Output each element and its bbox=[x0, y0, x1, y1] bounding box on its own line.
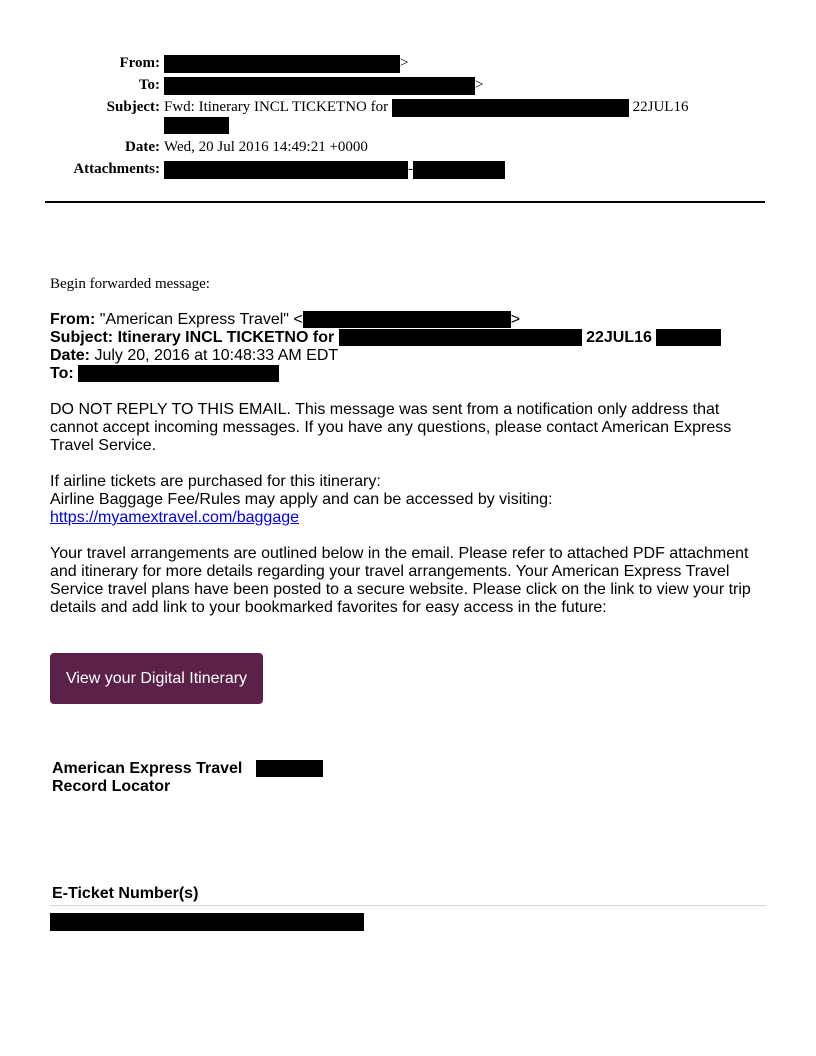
fwd-from-row bbox=[50, 311, 520, 329]
view-digital-itinerary-button[interactable]: View your Digital Itinerary bbox=[50, 653, 263, 704]
redacted-block bbox=[164, 77, 475, 95]
forward-intro: Begin forwarded message: bbox=[50, 276, 210, 292]
subject-label: Subject: bbox=[106, 99, 160, 115]
redacted-block bbox=[164, 161, 408, 179]
redacted-block bbox=[78, 365, 279, 382]
header-divider bbox=[45, 201, 765, 203]
fwd-to-row bbox=[50, 365, 279, 383]
para2-line1: If airline tickets are purchased for this itinerary: bbox=[50, 473, 381, 490]
locator-title: American Express Travel bbox=[52, 760, 243, 777]
from-suffix: > bbox=[400, 55, 409, 71]
para3-line1: Your travel arrangements are outlined below in the email. Please refer to attached PDF attachment bbox=[50, 545, 749, 562]
date-label: Date: bbox=[125, 139, 160, 155]
fwd-subject-row bbox=[50, 329, 721, 347]
fwd-subject-label: Subject: bbox=[50, 329, 114, 346]
redacted-block bbox=[392, 99, 629, 117]
locator-line1 bbox=[52, 760, 242, 778]
redacted-block bbox=[413, 161, 505, 179]
from-value bbox=[164, 54, 408, 73]
fwd-date-value: July 20, 2016 at 10:48:33 AM EDT bbox=[94, 347, 339, 364]
eticket-divider bbox=[50, 905, 766, 906]
para2-line2: Airline Baggage Fee/Rules may apply and can be accessed by visiting: bbox=[50, 491, 553, 508]
fwd-from-value: "American Express Travel" < bbox=[99, 311, 303, 328]
fwd-to-label: To: bbox=[50, 365, 74, 382]
redacted-block bbox=[256, 760, 323, 777]
eticket-heading: E-Ticket Number(s) bbox=[52, 885, 199, 902]
fwd-subject-suffix: 22JUL16 bbox=[586, 329, 652, 346]
para1-line1: DO NOT REPLY TO THIS EMAIL. This message was sent from a notification only address that bbox=[50, 401, 720, 418]
redacted-block bbox=[164, 117, 229, 134]
para1-line2: cannot accept incoming messages. If you have any questions, please contact American Express bbox=[50, 419, 732, 436]
to-label: To: bbox=[138, 77, 160, 93]
subject-suffix: 22JUL16 bbox=[632, 99, 689, 115]
subject-prefix: Fwd: Itinerary INCL TICKETNO for bbox=[164, 99, 389, 115]
locator-line2: Record Locator bbox=[52, 778, 171, 795]
para3-line2: and itinerary for more details regarding your travel arrangements. Your American Express Travel bbox=[50, 563, 730, 580]
redacted-block bbox=[656, 329, 721, 346]
attachments-label: Attachments: bbox=[73, 161, 160, 177]
fwd-from-suffix: > bbox=[510, 311, 521, 328]
fwd-date-label: Date: bbox=[50, 347, 91, 364]
para3-line4: details and add link to your bookmarked favorites for easy access in the future: bbox=[50, 599, 607, 616]
subject-value bbox=[164, 98, 688, 117]
fwd-date-row bbox=[50, 347, 338, 365]
to-suffix: > bbox=[475, 77, 484, 93]
fwd-subject-prefix: Itinerary INCL TICKETNO for bbox=[117, 329, 335, 346]
para1-line3: Travel Service. bbox=[50, 437, 157, 454]
from-label: From: bbox=[119, 55, 160, 71]
para3-line3: Service travel plans have been posted to a secure website. Please click on the link to view your trip bbox=[50, 581, 751, 598]
redacted-block bbox=[339, 329, 582, 346]
redacted-block bbox=[303, 311, 511, 328]
attachments-value[interactable] bbox=[164, 160, 505, 179]
fwd-from-label: From: bbox=[50, 311, 96, 328]
to-value bbox=[164, 76, 483, 95]
attachments-sep: - bbox=[408, 161, 413, 177]
redacted-block bbox=[164, 55, 400, 73]
redacted-block bbox=[50, 913, 364, 931]
date-value: Wed, 20 Jul 2016 14:49:21 +0000 bbox=[164, 139, 368, 155]
baggage-link[interactable]: https://myamextravel.com/baggage bbox=[50, 509, 300, 526]
